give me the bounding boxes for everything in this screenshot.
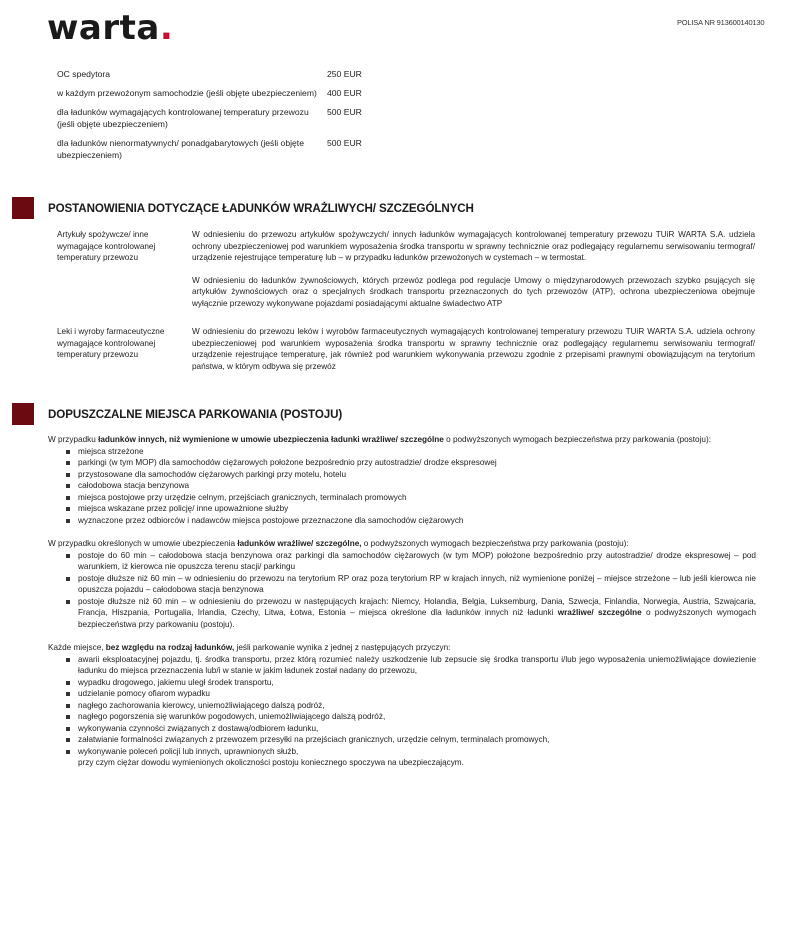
sensitive-row-food [57, 229, 757, 320]
fee-label: dla ładunków wymagających kontrolowanej temperatury przewozu (jeśli objęte ubezpieczeniem) [57, 107, 309, 129]
deductible-table [57, 68, 397, 168]
list-item: miejsca strzeżone [66, 446, 756, 458]
list-item: udzielanie pomocy ofiarom wypadku [66, 688, 756, 700]
block3-intro: Każde miejsce, bez względu na rodzaj ładunków, jeśli parkowanie wynika z jednej z następujących przyczyn: [48, 643, 451, 652]
list-item: wypadku drogowego, jakiemu uległ środek transportu, [66, 677, 756, 689]
section-title: POSTANOWIENIA DOTYCZĄCE ŁADUNKÓW WRAŻLIWYCH/ SZCZEGÓLNYCH [48, 201, 474, 215]
section-header-sensitive-cargo [12, 197, 474, 219]
fee-label: dla ładunków nienormatywnych/ ponadgabarytowych (jeśli objęte ubezpieczeniem) [57, 138, 304, 160]
logo-dot: . [159, 8, 174, 48]
section-marker-icon [12, 403, 34, 425]
list-item: postoje do 60 min – całodobowa stacja benzynowa oraz parkingi dla samochodów ciężarowych (w tym MOP) położone bezpośrednio przy autostradzie/ drodze ekspresowej – pod warunkiem, iż kierowca nie opuszcza terenu stacji/ parkingu [66, 550, 756, 573]
fee-value: 250 EUR [327, 69, 362, 79]
fee-row [57, 106, 397, 130]
policy-number: POLISA NR 913600140130 [677, 18, 765, 27]
fee-value: 500 EUR [327, 107, 362, 117]
list-item: wykonywania czynności związanych z dostawą/odbiorem ładunku, [66, 723, 756, 735]
row-paragraph: W odniesieniu do ładunków żywnościowych, których przewóz podlega pod regulacje Umowy o międzynarodowych przewozach szybko psujących się artykułów żywnościowych oraz o specjalnych środkach transportu przeznaczonych do tych przewozów (ATP), ochrona ubezpieczeniowa obejmuje wyłącznie przewozy wykonywane pojazdami posiadającymi aktualne świadectwo ATP [192, 275, 755, 308]
fee-row [57, 68, 397, 80]
list-item: awarii eksploatacyjnej pojazdu, tj. środka transportu, przez którą rozumieć należy uszkodzenie lub zepsucie się środka transportu i/lub jego wyposażenia uniemożliwiające dowiezienie ładunku do miejsca przeznaczenia lub/i w stanie w jakim ładunek został nadany do przewozu, [66, 654, 756, 677]
fee-label: OC spedytora [57, 69, 111, 79]
sensitive-row-pharma [57, 326, 757, 383]
sensitive-cargo-table [57, 229, 757, 383]
row-paragraph: W odniesieniu do przewozu leków i wyrobów farmaceutycznych wymagających kontrolowanej temperatury przewozu TUiR WARTA S.A. udziela ochrony ubezpieczeniowej pod warunkiem wyposażenia środka transportu w sprawny technicznie oraz podlegający regularnemu serwisowaniu termograf/ urządzenie rejestrujące temperaturę, jak również pod warunkiem wykonywania przewozu zgodnie z przepisami prawnymi obowiązującym na terytorium państwa, w którym odbywa się przewóz [192, 327, 755, 371]
list-item: postoje dłuższe niż 60 min – w odniesieniu do przewozu w następujących krajach: Niemcy, Holandia, Belgia, Luksemburg, Dania, Szwecja, Finlandia, Norwegia, Austria, Szwajcaria, Francja, Hiszpania, Portugalia, Irlandia, Czechy, Litwa, Łotwa, Estonia – miejsca określone dla ładunków innych niż ładunki wrażliwe/ szczególne o podwyższonych wymogach bezpieczeństwa przy parkowaniu (postoju). [66, 596, 756, 631]
warta-logo: warta. [47, 8, 174, 48]
fee-row [57, 87, 397, 99]
list-item: nagłego zachorowania kierowcy, uniemożliwiającego dalszą podróż, [66, 700, 756, 712]
block1-list [48, 446, 756, 527]
list-item: parkingi (w tym MOP) dla samochodów ciężarowych położone bezpośrednio przy autostradzie/ drodze ekspresowej [66, 457, 756, 469]
list-item: przystosowane dla samochodów ciężarowych parkingi przy motelu, hotelu [66, 469, 756, 481]
list-item: miejsca postojowe przy urzędzie celnym, przejściach granicznych, terminalach promowych [66, 492, 756, 504]
block1-intro: W przypadku ładunków innych, niż wymienione w umowie ubezpieczenia ładunki wrażliwe/ szczególne o podwyższonych wymogach bezpieczeństwa przy parkowania (postoju): [48, 435, 711, 444]
row-label: Leki i wyroby farmaceutyczne wymagające kontrolowanej temperatury przewozu [57, 327, 165, 359]
section-title: DOPUSZCZALNE MIEJSCA PARKOWANIA (POSTOJU) [48, 407, 343, 421]
section-header-parking [12, 403, 342, 425]
list-item: załatwianie formalności związanych z przewozem przesyłki na przejściach granicznych, urzędzie celnym, terminalach promowych, [66, 734, 756, 746]
row-label: Artykuły spożywcze/ inne wymagające kontrolowanej temperatury przewozu [57, 230, 156, 262]
list-item: wyznaczone przez odbiorców i nadawców miejsca postojowe przeznaczone dla samochodów ciężarowych [66, 515, 756, 527]
block3-list [48, 654, 756, 758]
fee-row [57, 137, 397, 161]
list-item: całodobowa stacja benzynowa [66, 480, 756, 492]
list-item: postoje dłuższe niż 60 min – w odniesieniu do przewozu na terytorium RP oraz poza terytorium RP w krajach innych, niż wymienione poniżej – miejsce strzeżone – lub jeśli kierowca nie opuszcza pojazdu – całodobowa stacja benzynowa [66, 573, 756, 596]
burden-of-proof-note: przy czym ciężar dowodu wymienionych okoliczności postoju koniecznego spoczywa na ubezpieczającym. [78, 758, 464, 767]
block2-list [48, 550, 756, 631]
fee-label: w każdym przewożonym samochodzie (jeśli objęte ubezpieczeniem) [57, 88, 317, 98]
block2-intro: W przypadku określonych w umowie ubezpieczenia ładunków wrażliwe/ szczególne, o podwyższonych wymogach bezpieczeństwa przy parkowania (postoju): [48, 539, 629, 548]
fee-value: 400 EUR [327, 88, 362, 98]
list-item: wykonywanie poleceń policji lub innych, uprawnionych służb, [66, 746, 756, 758]
list-item: miejsca wskazane przez policję/ inne upoważnione służby [66, 503, 756, 515]
fee-value: 500 EUR [327, 138, 362, 148]
parking-rules [48, 434, 756, 769]
section-marker-icon [12, 197, 34, 219]
row-paragraph: W odniesieniu do przewozu artykułów spożywczych/ innych ładunków wymagających kontrolowanej temperatury przewozu TUiR WARTA S.A. udziela ochrony ubezpieczeniowej pod warunkiem wyposażenia środka transportu w sprawny technicznie oraz podlegający regularnemu serwisowaniu termograf/ urządzenie rejestrujące temperaturę lub – w przypadku ładunków przewożonych w cystemach – w termostat. [192, 230, 755, 262]
list-item: nagłego pogorszenia się warunków pogodowych, uniemożliwiającego dalszą podróż, [66, 711, 756, 723]
